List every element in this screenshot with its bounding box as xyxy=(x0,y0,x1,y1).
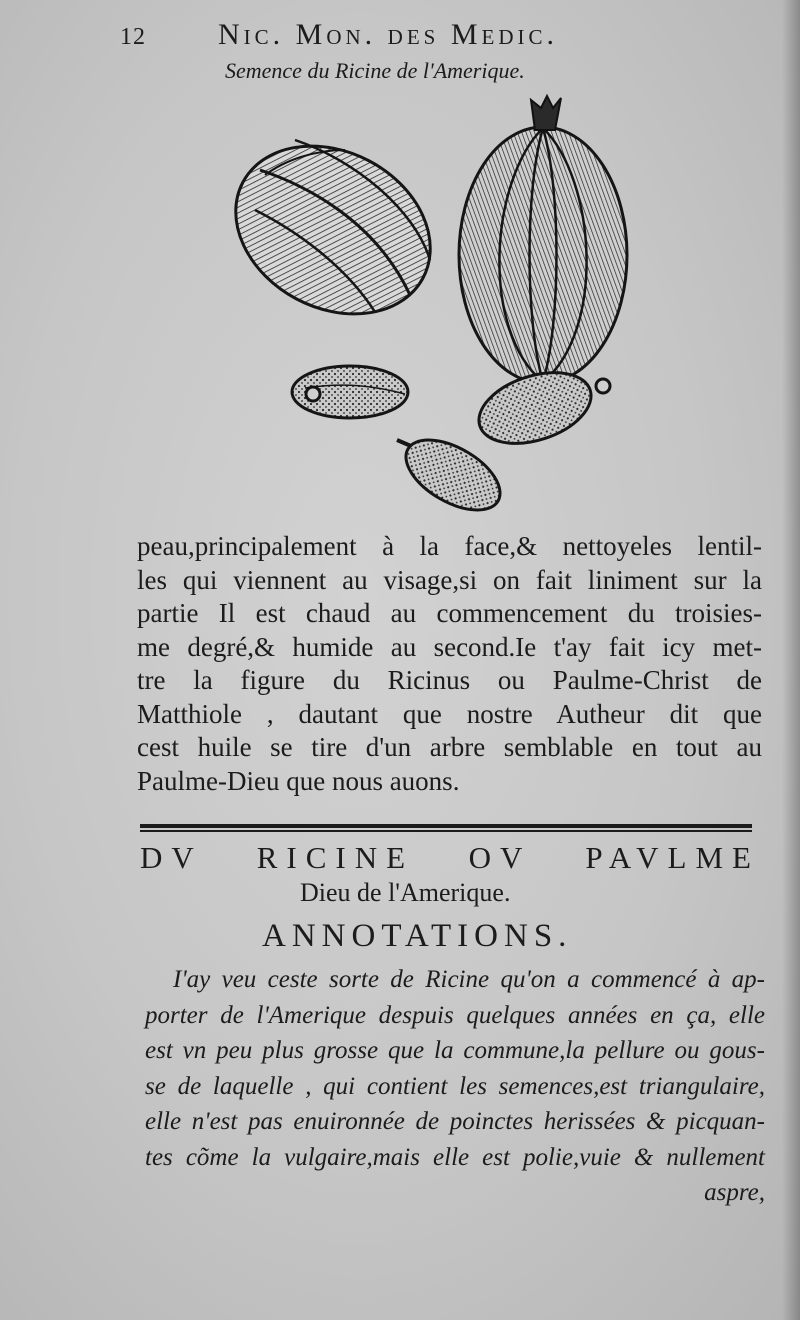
annotation-line: est vn peu plus grosse que la commune,la pellure ou gous- xyxy=(145,1037,765,1064)
body-line: partie Il est chaud au commencement du troisies- xyxy=(137,598,762,628)
seed-left xyxy=(292,366,408,418)
body-line: cest huile se tire d'un arbre semblable en tout au xyxy=(137,732,762,762)
annotation-line: se de laquelle , qui contient les semences,est triangulaire, xyxy=(145,1072,765,1100)
section-subtitle: Dieu de l'Amerique. xyxy=(300,878,511,907)
page-gutter-shadow xyxy=(782,0,800,1320)
section-divider-thick xyxy=(140,824,752,828)
capsule-right xyxy=(459,96,627,383)
capsule-left xyxy=(225,113,460,347)
body-paragraph xyxy=(137,530,762,798)
section-title: DV RICINE OV PAVLME xyxy=(140,840,760,875)
annotation-line: I'ay veu ceste sorte de Ricine qu'on a commencé à ap- xyxy=(173,966,765,993)
body-line: peau,principalement à la face,& nettoyeles lentil- xyxy=(137,531,762,561)
seed-right xyxy=(470,360,610,457)
body-line: tre la figure du Ricinus ou Paulme-Christ de xyxy=(137,665,762,695)
body-line: me degré,& humide au second.Ie t'ay fait icy met- xyxy=(137,631,762,662)
annotation-line: tes cõme la vulgaire,mais elle est polie,vuie & nullement xyxy=(145,1143,765,1171)
section-divider-thin xyxy=(140,830,752,832)
seed-illustration xyxy=(225,90,645,520)
running-head: Nic. Mon. des Medic. xyxy=(218,18,559,51)
annotation-line: elle n'est pas enuironnée de poinctes herissées & picquan- xyxy=(145,1108,765,1135)
body-line: Paulme-Dieu que nous auons. xyxy=(137,765,460,796)
annotation-paragraph xyxy=(145,962,765,1211)
annotation-line: porter de l'Amerique despuis quelques années en ça, elle xyxy=(145,1001,765,1029)
annotations-heading: ANNOTATIONS. xyxy=(262,918,573,954)
figure-caption: Semence du Ricine de l'Amerique. xyxy=(225,58,525,83)
body-line: les qui viennent au visage,si on fait liniment sur la xyxy=(137,564,762,595)
body-line: Matthiole , dautant que nostre Autheur dit que xyxy=(137,698,762,729)
page-number: 12 xyxy=(120,24,146,50)
page-header xyxy=(120,16,760,56)
catchword: aspre, xyxy=(704,1179,765,1206)
